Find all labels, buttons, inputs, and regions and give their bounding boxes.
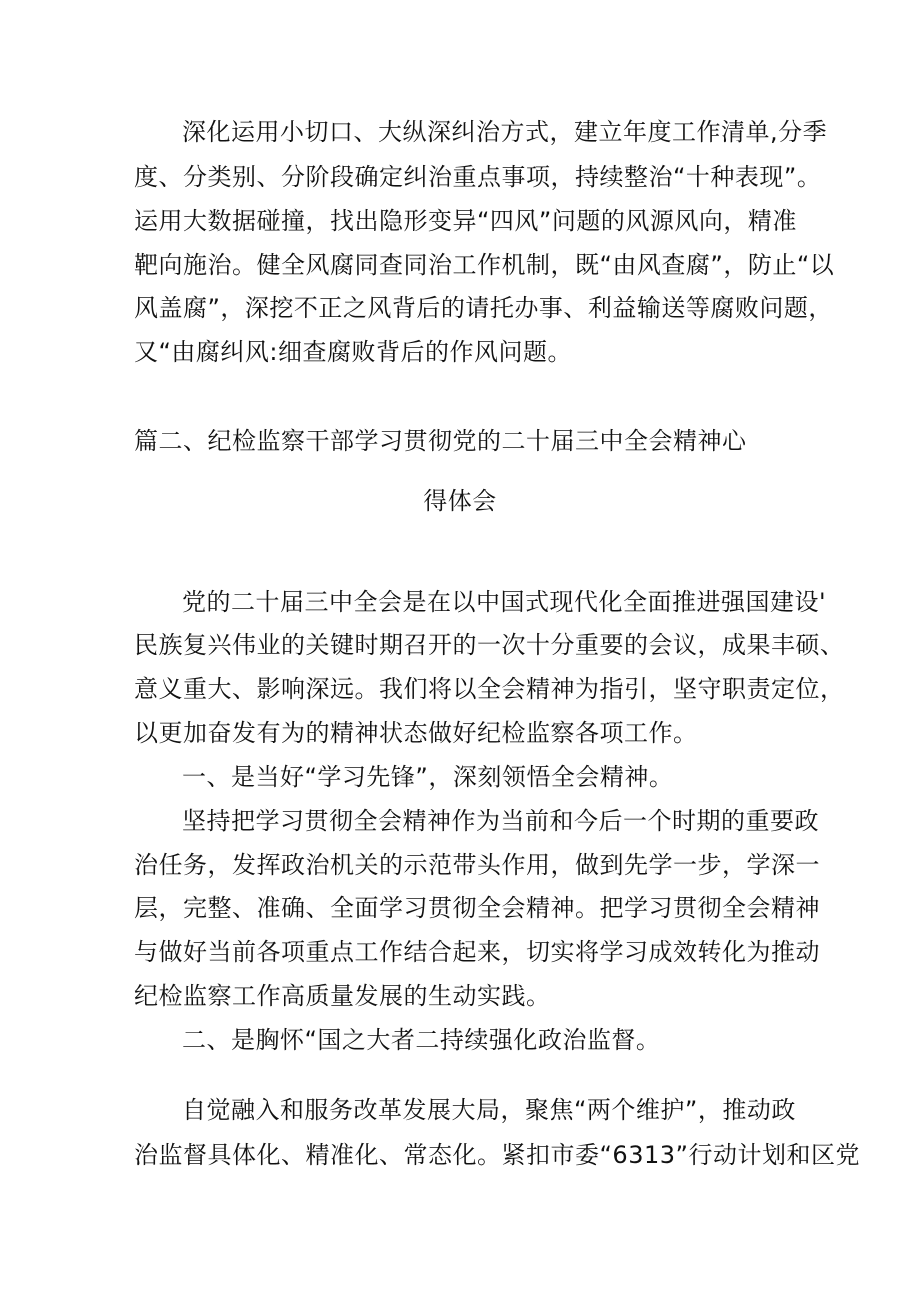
section-title-line-1: 篇二、纪检监察干部学习贯彻党的二十届三中全会精神心 bbox=[134, 427, 747, 455]
paragraph-1-line-4: 靶向施治。健全风腐同查同治工作机制，既“由风查腐”，防止“以 bbox=[134, 251, 835, 279]
paragraph-4-line-2: 治监督具体化、精准化、常态化。紧扣市委“6313”行动计划和区党 bbox=[134, 1141, 860, 1169]
paragraph-3-line-2: 治任务，发挥政治机关的示范带头作用，做到先学一步，学深一 bbox=[134, 851, 820, 879]
paragraph-1-line-1: 深化运用小切口、大纵深纠治方式，建立年度工作清单,分季 bbox=[182, 118, 828, 146]
paragraph-2-line-1: 党的二十届三中全会是在以中国式现代化全面推进强国建设' bbox=[182, 588, 827, 616]
paragraph-3-line-3: 层，完整、准确、全面学习贯彻全会精神。把学习贯彻全会精神 bbox=[134, 894, 820, 922]
paragraph-2-line-2: 民族复兴伟业的关键时期召开的一次十分重要的会议，成果丰硕、 bbox=[134, 631, 845, 659]
paragraph-3-line-5: 纪检监察工作高质量发展的生动实践。 bbox=[134, 982, 551, 1010]
subheading-2: 二、是胸怀“国之大者二持续强化政治监督。 bbox=[182, 1026, 661, 1054]
paragraph-1-line-3: 运用大数据碰撞，找出隐形变异“四风”问题的风源风向，精准 bbox=[134, 207, 797, 235]
paragraph-1-line-5: 风盖腐”，深挖不正之风背后的请托办事、利益输送等腐败问题， bbox=[134, 294, 833, 322]
paragraph-3-line-1: 坚持把学习贯彻全会精神作为当前和今后一个时期的重要政 bbox=[182, 807, 819, 835]
paragraph-2-line-3: 意义重大、影响深远。我们将以全会精神为指引，坚守职责定位， bbox=[134, 675, 845, 703]
subheading-1: 一、是当好“学习先锋”，深刻领悟全会精神。 bbox=[182, 763, 674, 791]
paragraph-1-line-2: 度、分类别、分阶段确定纠治重点事项，持续整治“十种表现”。 bbox=[134, 163, 822, 191]
paragraph-4-line-1: 自觉融入和服务改革发展大局，聚焦“两个维护”，推动政 bbox=[182, 1096, 796, 1124]
paragraph-3-line-4: 与做好当前各项重点工作结合起来，切实将学习成效转化为推动 bbox=[134, 938, 820, 966]
paragraph-1-line-6: 又“由腐纠风:细查腐败背后的作风问题。 bbox=[134, 338, 573, 366]
section-title-line-2: 得体会 bbox=[423, 487, 497, 515]
paragraph-2-line-4: 以更加奋发有为的精神状态做好纪检监察各项工作。 bbox=[134, 719, 698, 747]
